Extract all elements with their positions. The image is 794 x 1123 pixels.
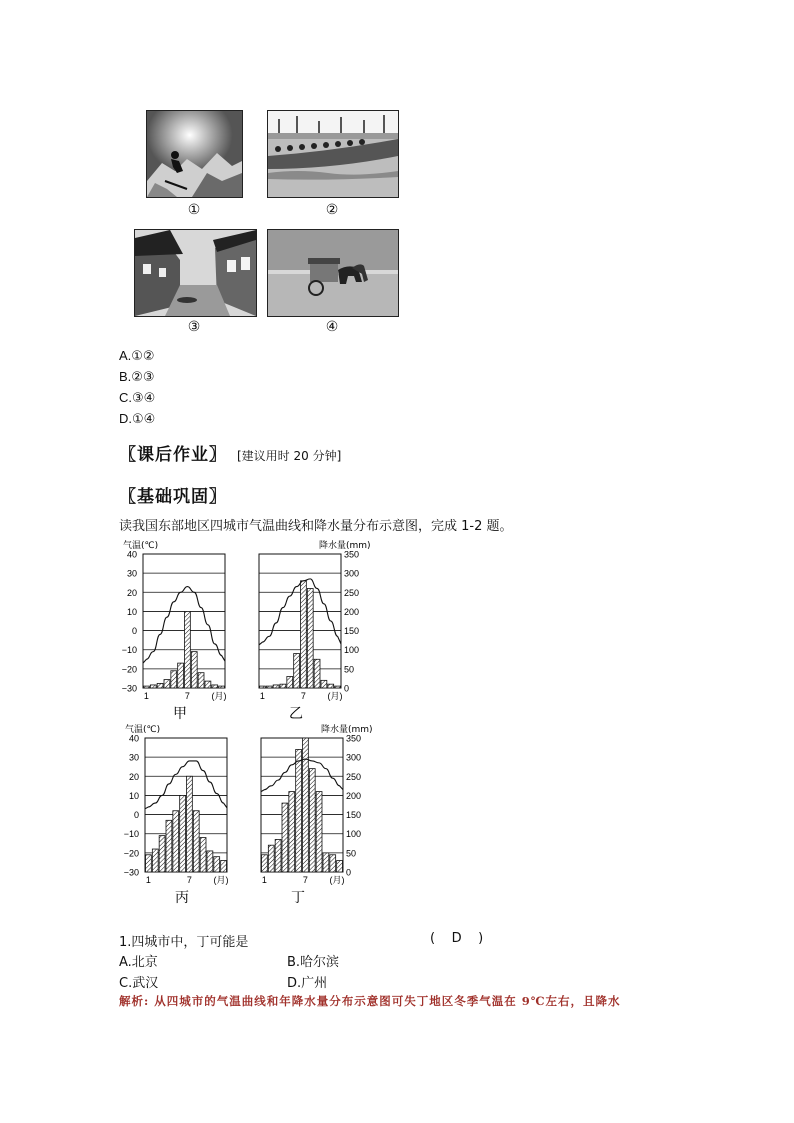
y-tick-label: 30 (126, 568, 137, 579)
y2-tick-label: 200 (344, 606, 360, 617)
chart-name: 乙 (289, 706, 303, 722)
y-tick-label: 20 (128, 771, 139, 782)
y2-tick-label: 350 (346, 733, 362, 744)
precip-bar (212, 685, 218, 688)
x-tick-label: 1 (259, 691, 265, 701)
y-tick-label: 10 (128, 790, 139, 801)
precip-bar (268, 845, 274, 872)
precip-bar (178, 663, 184, 688)
x-tick-label: 1 (145, 875, 151, 885)
precip-bar (157, 683, 163, 688)
photo-label-1: ① (187, 203, 201, 218)
y-tick-label: −30 (121, 683, 137, 694)
precip-bar (289, 792, 295, 872)
precip-bar (150, 685, 156, 688)
y2-tick-label: 250 (346, 771, 362, 782)
x-tick-label: 1 (261, 875, 267, 885)
precip-bar (152, 849, 158, 872)
precip-bar (219, 686, 225, 688)
y-axis-title: 气温(℃) (123, 541, 159, 551)
precip-bar (166, 820, 172, 872)
precip-bar (193, 811, 199, 872)
precip-bar (275, 839, 281, 872)
precip-bar (180, 795, 186, 872)
x-tick-label: 7 (302, 875, 308, 885)
lead-text: 读我国东部地区四城市气温曲线和降水量分布示意图，完成 1-2 题。 (119, 519, 513, 534)
precip-bar (309, 769, 315, 872)
question-1-option-d: D.广州 (287, 976, 328, 991)
y2-tick-label: 200 (346, 790, 362, 801)
chart-frame (259, 554, 341, 688)
x-tick-label: 7 (184, 691, 190, 701)
precip-bar (287, 677, 293, 688)
precip-bar (321, 680, 327, 688)
precip-bar (335, 686, 341, 688)
x-tick-label: 7 (300, 691, 306, 701)
y2-tick-label: 300 (346, 752, 362, 763)
precip-bar (159, 836, 165, 872)
y-tick-label: −10 (121, 645, 137, 656)
y-tick-label: 30 (128, 752, 139, 763)
y-tick-label: −30 (123, 867, 139, 878)
x-tick-label: 7 (186, 875, 192, 885)
x-tick-label: (月) (327, 691, 343, 701)
y-tick-label: 20 (126, 587, 137, 598)
precip-bar (171, 671, 177, 688)
precip-bar (273, 685, 279, 688)
precip-bar (280, 684, 286, 688)
y2-tick-label: 100 (346, 829, 362, 840)
photo-horse-cart (267, 229, 399, 317)
precip-bar (207, 851, 213, 872)
climate-charts (115, 534, 385, 906)
precip-bar (337, 861, 343, 872)
precip-bar (314, 659, 320, 688)
x-tick-label: (月) (329, 875, 345, 885)
y2-tick-label: 100 (344, 645, 360, 656)
y2-tick-label: 150 (344, 626, 360, 637)
chart-name: 丁 (291, 890, 305, 906)
precip-bar (303, 738, 309, 872)
precip-bar (301, 581, 307, 688)
analysis-text: 解析: 从四城市的气温曲线和年降水量分布示意图可失丁地区冬季气温在 9℃左右，且降水 (119, 994, 621, 1008)
y2-tick-label: 250 (344, 587, 360, 598)
question-1-stem: 1.四城市中，丁可能是 (119, 935, 249, 950)
x-tick-label: (月) (213, 875, 229, 885)
precip-bar (144, 686, 150, 688)
precip-bar (328, 684, 334, 688)
photo-label-3: ③ (187, 320, 201, 335)
y-tick-label: −10 (123, 829, 139, 840)
y-axis-title: 气温(℃) (125, 725, 161, 735)
y2-tick-label: 0 (344, 683, 350, 694)
y2-tick-label: 50 (346, 848, 357, 859)
precip-bar (173, 811, 179, 872)
chart-frame (143, 554, 225, 688)
question-1-answer: ( D ) (430, 931, 484, 946)
chart-4 (261, 723, 373, 906)
photo-label-4: ④ (325, 320, 339, 335)
precip-bar (198, 673, 204, 688)
photo-label-2: ② (325, 203, 339, 218)
x-tick-label: 1 (143, 691, 149, 701)
y-tick-label: 10 (126, 606, 137, 617)
precip-bar (205, 681, 211, 688)
chart-2 (259, 539, 371, 722)
y-tick-label: 0 (133, 810, 139, 821)
section-homework-title: 〖课后作业〗 (119, 445, 227, 465)
y2-tick-label: 350 (344, 549, 360, 560)
option-c: C.③④ (119, 390, 156, 405)
chart-3 (124, 723, 229, 906)
y-tick-label: 40 (128, 733, 139, 744)
x-tick-label: (月) (211, 691, 227, 701)
precip-bar (187, 776, 193, 872)
precip-bar (164, 680, 170, 688)
photo-dragon-boat (267, 110, 399, 198)
chart-name: 丙 (175, 890, 189, 906)
y2-tick-label: 300 (344, 568, 360, 579)
y-tick-label: 40 (126, 549, 137, 560)
question-1-option-b: B.哈尔滨 (287, 955, 340, 970)
precip-bar (266, 686, 272, 688)
chart-name: 甲 (173, 706, 187, 722)
precip-bar (221, 861, 227, 872)
precip-bar (307, 588, 313, 688)
photo-water-town (134, 229, 257, 317)
option-b: B.②③ (119, 369, 155, 384)
precip-bar (260, 686, 266, 688)
precip-bar (294, 654, 300, 688)
precip-bar (296, 749, 302, 872)
precip-bar (316, 792, 322, 872)
precip-bar (323, 853, 329, 872)
precip-bar (262, 855, 268, 872)
y2-tick-label: 50 (344, 664, 355, 675)
y2-tick-label: 0 (346, 867, 352, 878)
section-homework (119, 440, 341, 465)
y2-tick-label: 150 (346, 810, 362, 821)
photo-skier (146, 110, 243, 198)
precip-bar (282, 803, 288, 872)
y-tick-label: 0 (131, 626, 137, 637)
chart-1 (122, 539, 227, 722)
y-tick-label: −20 (121, 664, 137, 675)
y-tick-label: −20 (123, 848, 139, 859)
precip-bar (200, 838, 206, 872)
precip-bar (214, 857, 220, 872)
y2-axis-title: 降水量(mm) (319, 541, 371, 551)
question-1-option-a: A.北京 (119, 955, 158, 970)
precip-bar (330, 855, 336, 872)
option-a: A.①② (119, 348, 155, 363)
section-homework-hint: [建议用时 20 分钟] (237, 449, 342, 463)
precip-bar (146, 855, 152, 872)
precip-bar (185, 611, 191, 688)
question-1-option-c: C.武汉 (119, 976, 159, 991)
precip-bar (191, 652, 197, 688)
option-d: D.①④ (119, 411, 156, 426)
y2-axis-title: 降水量(mm) (321, 725, 373, 735)
section-basic: 〖基础巩固〗 (119, 487, 227, 507)
